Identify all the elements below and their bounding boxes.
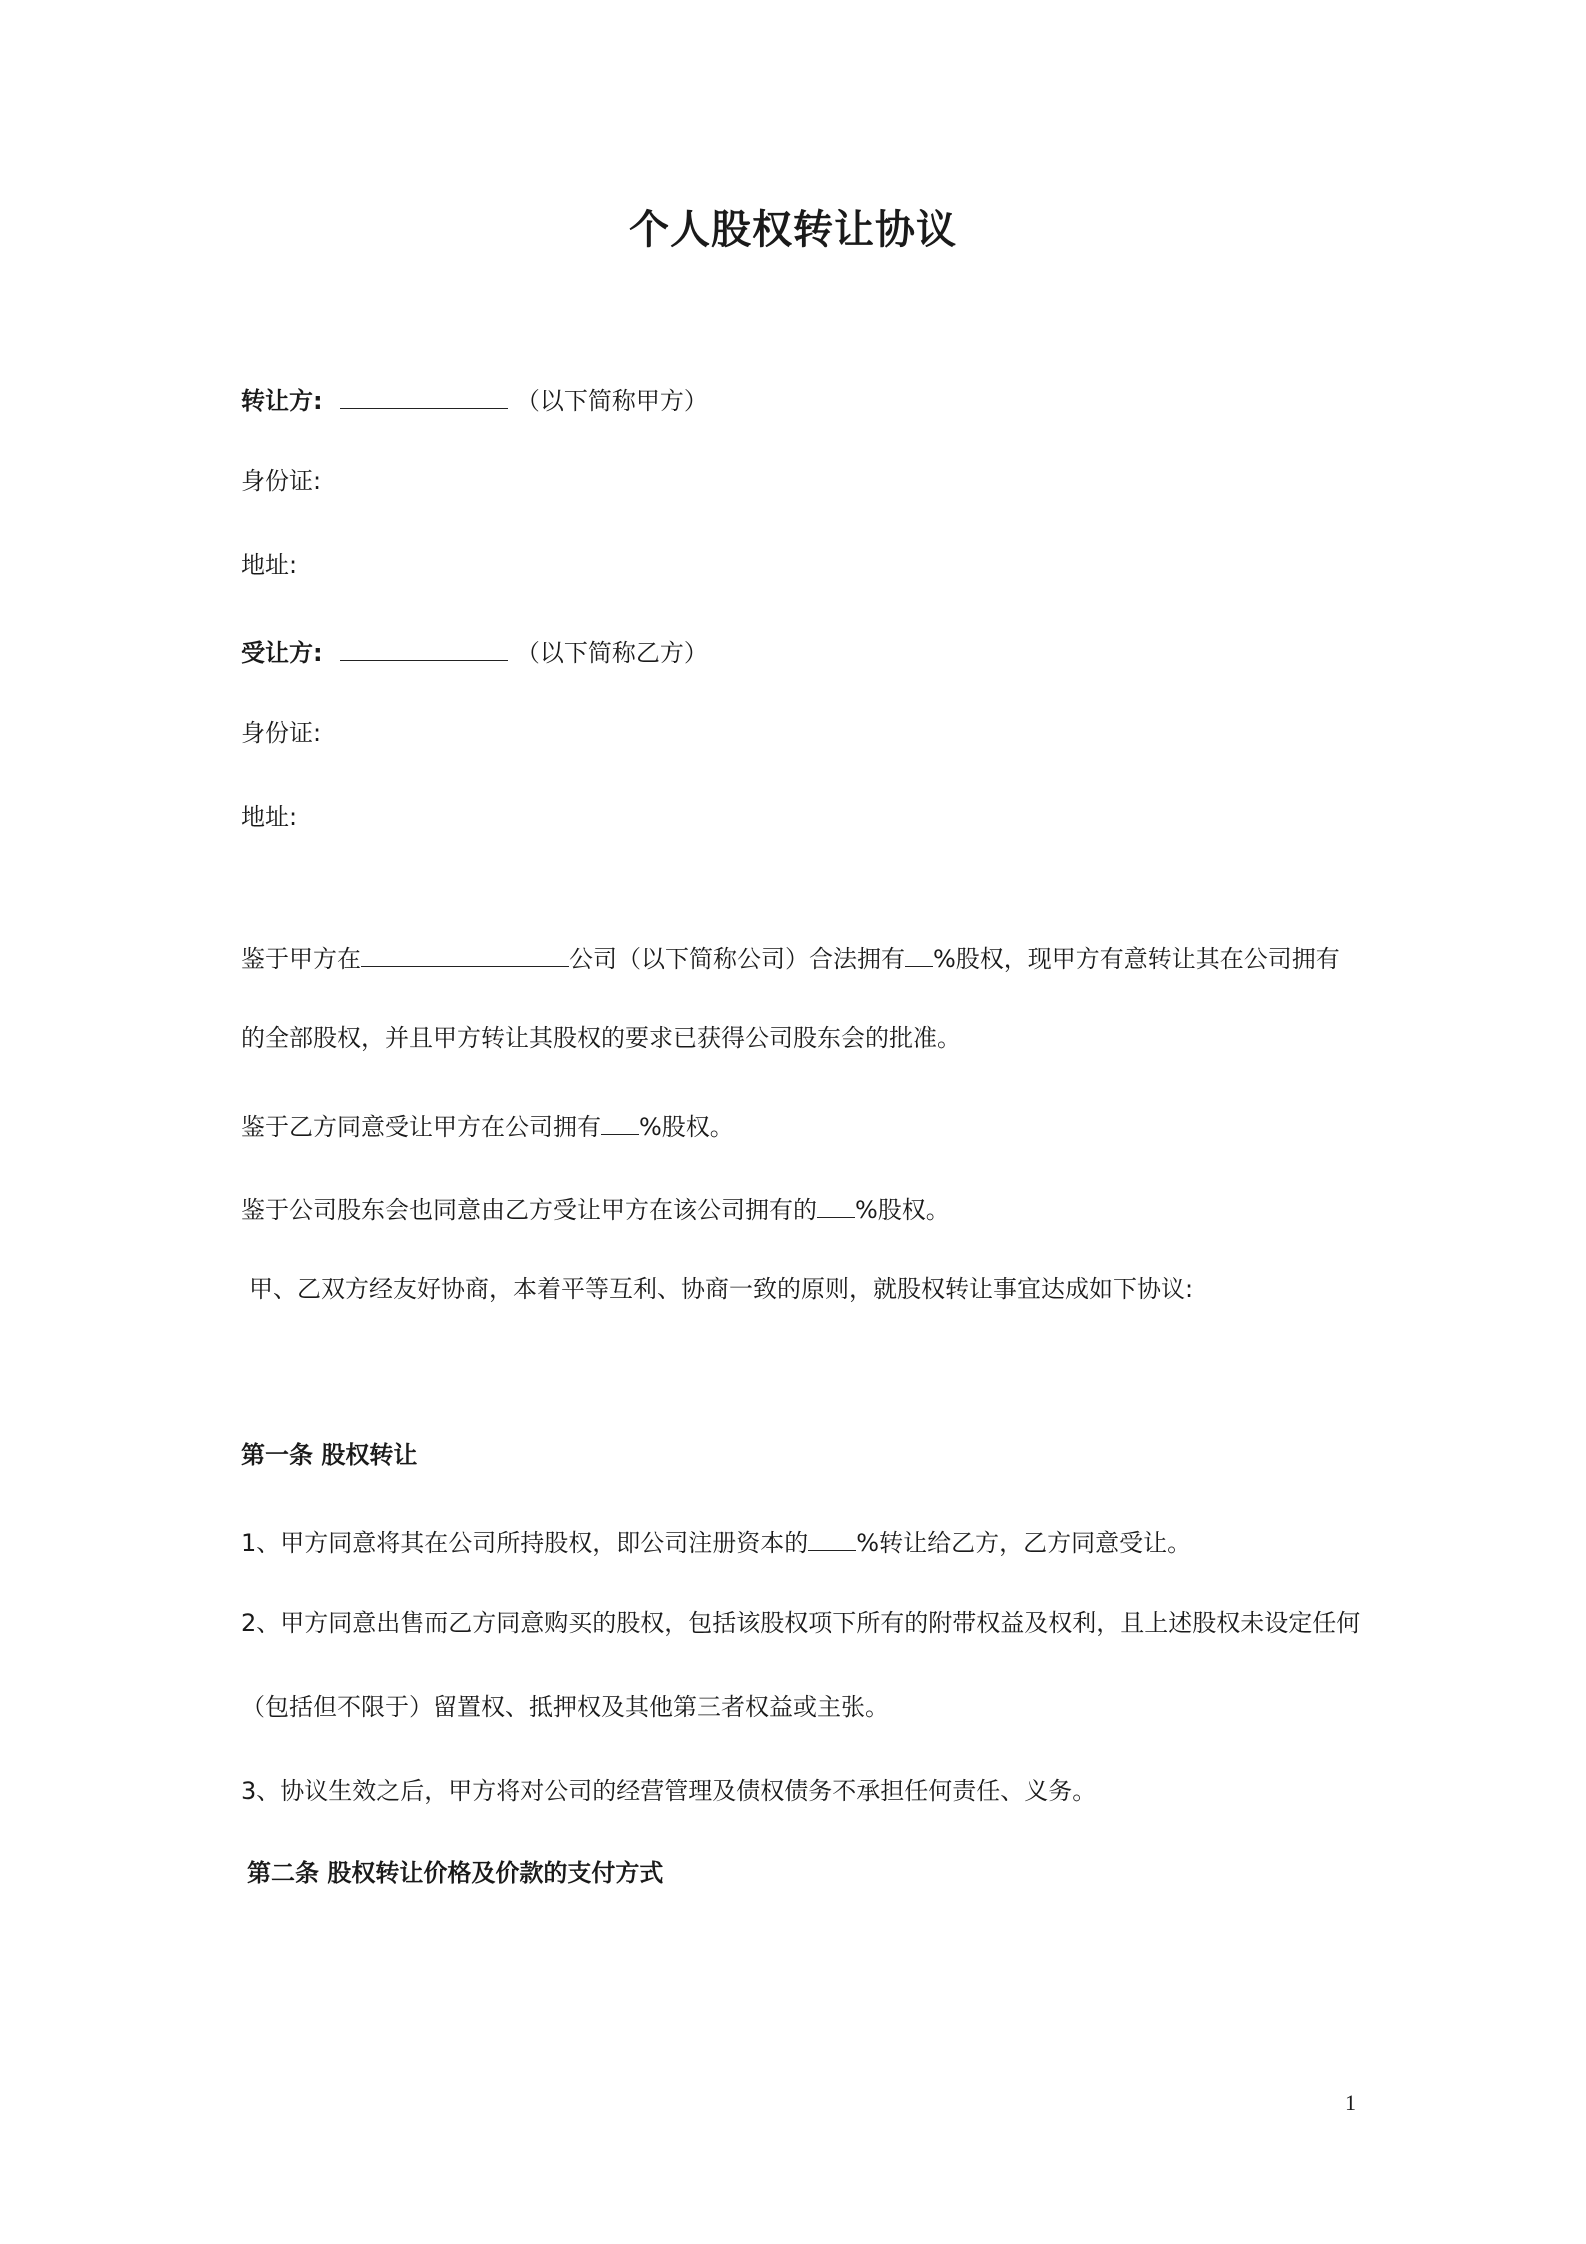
transferor-label: 转让方: — [241, 387, 323, 415]
clause-1-text-a: 1、甲方同意将其在公司所持股权，即公司注册资本的 — [241, 1529, 809, 1557]
percent-blank-2 — [601, 1106, 639, 1135]
article-1-clause-3: 3、协议生效之后，甲方将对公司的经营管理及债权债务不承担任何责任、义务。 — [241, 1777, 1097, 1805]
document-title: 个人股权转让协议 — [629, 207, 957, 253]
recital-3 — [241, 1189, 950, 1227]
page-number: 1 — [1345, 2090, 1356, 2115]
article-1-clause-2-line-1: 2、甲方同意出售而乙方同意购买的股权，包括该股权项下所有的附带权益及权利，且上述股权未设定任何 — [241, 1609, 1361, 1637]
transferor-suffix: （以下简称甲方） — [515, 387, 708, 415]
transferee-label: 受让方: — [241, 639, 323, 667]
recital-1-text-b: 公司（以下简称公司）合法拥有 — [569, 945, 905, 973]
recital-1-line-2: 的全部股权，并且甲方转让其股权的要求已获得公司股东会的批准。 — [241, 1024, 961, 1052]
percent-blank-3 — [817, 1189, 855, 1218]
transferor-id-label: 身份证: — [241, 467, 322, 495]
recital-1-text-a: 鉴于甲方在 — [241, 945, 361, 973]
article-2-heading: 第二条 股权转让价格及价款的支付方式 — [247, 1859, 664, 1887]
recital-2-text-b: %股权。 — [639, 1113, 734, 1141]
clause-1-text-b: %转让给乙方，乙方同意受让。 — [856, 1529, 1192, 1557]
transferee-suffix: （以下简称乙方） — [515, 639, 708, 667]
recital-2 — [241, 1106, 734, 1144]
transferor-name-blank — [340, 380, 508, 409]
transferee-name-blank — [340, 632, 508, 661]
recital-4: 甲、乙双方经友好协商，本着平等互利、协商一致的原则，就股权转让事宜达成如下协议: — [249, 1275, 1194, 1303]
recital-2-text-a: 鉴于乙方同意受让甲方在公司拥有 — [241, 1113, 601, 1141]
transferor-address-label: 地址: — [241, 551, 298, 579]
recital-1-text-c: %股权，现甲方有意转让其在公司拥有 — [933, 945, 1340, 973]
recital-3-text-b: %股权。 — [855, 1196, 950, 1224]
transferee-address-label: 地址: — [241, 803, 298, 831]
percent-blank-4 — [808, 1522, 856, 1551]
recital-3-text-a: 鉴于公司股东会也同意由乙方受让甲方在该公司拥有的 — [241, 1196, 817, 1224]
transferee-line — [241, 632, 708, 670]
transferor-line — [241, 380, 708, 418]
company-name-blank — [361, 938, 569, 967]
article-1-heading: 第一条 股权转让 — [241, 1441, 418, 1469]
recital-1-line-1 — [241, 938, 1340, 976]
transferee-id-label: 身份证: — [241, 719, 322, 747]
percent-blank-1 — [905, 938, 933, 967]
article-1-clause-1 — [241, 1522, 1191, 1560]
article-1-clause-2-line-2: （包括但不限于）留置权、抵押权及其他第三者权益或主张。 — [241, 1693, 889, 1721]
